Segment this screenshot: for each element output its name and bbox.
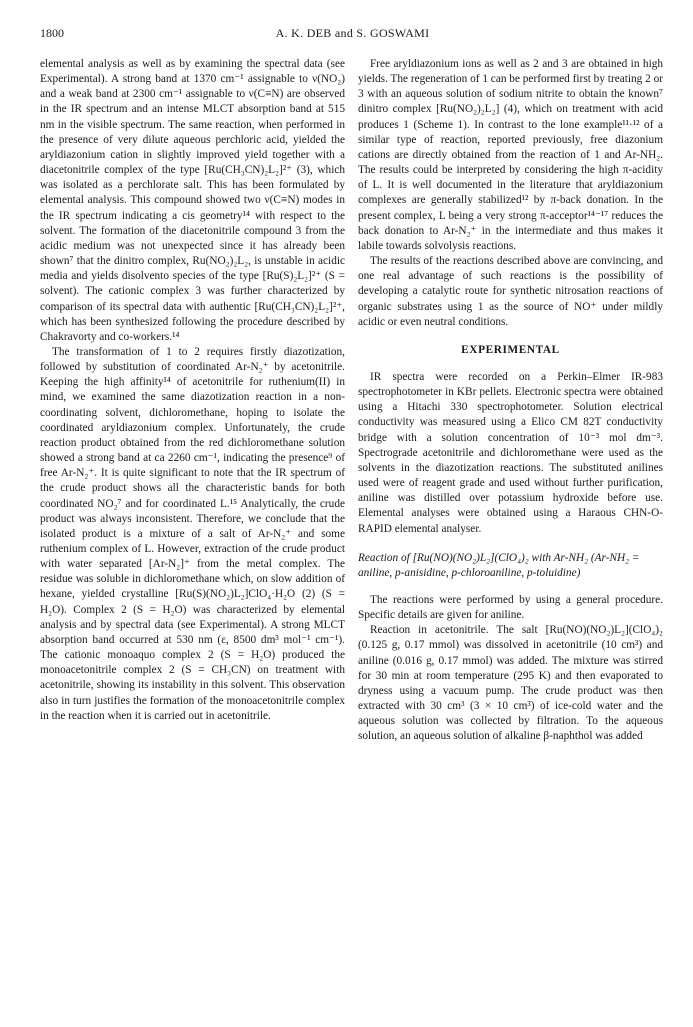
body-paragraph: elemental analysis as well as by examining the spectral data (see Experimental). A strong band at 1370 cm⁻¹ assignable to ν(NO₂) and a weak band at 2300 cm⁻¹ assignable to ν(C≡N) are observed in the IR spectrum and an intense MLCT absorption band at 515 nm in the visible spectrum. The same reaction, when performed in the presence of very dilute aqueous perchloric acid, yielded the aryldiazonium cation in slightly improved yield together with a diacetonitrile complex of the type [Ru(CH₃CN)₂L₂]²⁺ (3), which was isolated as a perchlorate salt. This has been formulated by elemental analysis. This compound showed two ν(C≡N) modes in the IR spectrum indicating a cis geometry¹⁴ with respect to the solvent. The formation of the diacetonitrile compound 3 from the acidic medium was not unexpected since it has already been shown⁷ that the dinitro complex, Ru(NO₂)₂L₂, is unstable in acidic media and yields disolvento species of the type [Ru(S)₂L₂]²⁺ (S = solvent). The cationic complex 3 was further characterized by comparison of its spectral data with authentic [Ru(CH₃CN)₂L₂]²⁺, which has been synthesized following the procedure described by Chakravorty and co-workers.¹⁴ xyxy=(40,58,345,343)
body-paragraph: The transformation of 1 to 2 requires firstly diazotization, followed by substitution of coordinated Ar-N₂⁺ by acetonitrile. Keeping the high affinity¹⁴ of acetonitrile for ruthenium(II) in mind, we examined the same diazotization reaction in a non-coordinating solvent, dichloromethane, hoping to isolate the coordinated aryldiazonium complex. Unfortunately, the crude reaction product obtained from the red dichloromethane solution showed a strong band at ca 2260 cm⁻¹, indicating the presence⁹ of free Ar-N₂⁺. It is quite significant to note that the IR spectrum of the crude product shows all the characteristic bands for both coordinated NO₂⁷ and for coordinated L.¹⁵ Analytically, the crude product was always inconsistent. Therefore, we conclude that the isolated product is a mixture of a salt of Ar-N₂⁺ and some ruthenium complex of L. However, extraction of the crude product with water separated [Ar-N₂]⁺ from the metal complex. The residue was soluble in dichloromethane which, on slow addition of hexane, yielded crystalline [Ru(S)(NO₂)L₂]ClO₄·H₂O (2) (S = H₂O). Complex 2 (S = H₂O) was characterized by elemental analysis and by spectral data (see Experimental). A strong MLCT absorption band occurred at 530 nm (ε, 8500 dm³ mol⁻¹ cm⁻¹). The cationic monoaquo complex 2 (S = H₂O) produced the monoacetonitrile complex 2 (S = CH₃CN) on treatment with acetonitrile, showing its instability in this solvent. This observation also in turn justifies the formation of the monoacetonitrile complex in the reaction when it is carried out in acetonitrile. xyxy=(40,345,345,722)
running-head-authors: A. K. DEB and S. GOSWAMI xyxy=(275,26,430,40)
right-column xyxy=(358,57,663,745)
left-column xyxy=(40,57,345,724)
experimental-paragraph: IR spectra were recorded on a Perkin–Elmer IR-983 spectrophotometer in KBr pellets. Electronic spectra were obtained using a Hitachi 330 spectrophotometer. Solution electrical conductivity was measured using a Elico CM 82T conductivity bridge with a solution concentration of 10⁻³ mol dm⁻³. Spectrograde acetonitrile and dichloromethane were used as the solvents in the diazotization reactions. The substituted anilines used were of reagent grade and used without further purification, aniline was distilled over potassium hydroxide before use. Elemental analyses were obtained using a Haraous CHN-O-RAPID elemental analyser. xyxy=(358,370,663,535)
body-paragraph: Free aryldiazonium ions as well as 2 and 3 are obtained in high yields. The regeneration of 1 can be performed first by treating 2 or 3 with an aqueous solution of sodium nitrite to obtain the known⁷ dinitro complex [Ru(NO₂)₂L₂] (4), which on treatment with acid produces 1 (Scheme 1). In contrast to the lone example¹¹·¹² of a similar type of reaction, reported previously, free diazonium cations are directly obtained from the reaction of 1 and Ar-NH₂. The results could be interpreted by considering the high π-acidity of L. It is well documented in the literature that aryldiazonium complexes are generally stabilized¹² by π-back donation. In the present complex, L being a very strong π-acceptor¹⁴⁻¹⁷ reduces the back donation to Ar-N₂⁺ in the intermediate and thus makes it labile towards solvolysis reactions. xyxy=(358,58,664,252)
body-paragraph: The results of the reactions described above are convincing, and one real advantage of such reactions is the possibility of developing a catalytic route for synthetic nitrosation reactions of organic substrates using 1 as the source of NO⁺ under mildly acidic or even neutral conditions. xyxy=(358,255,663,328)
procedure-paragraph: The reactions were performed by using a general procedure. Specific details are given for aniline. xyxy=(358,594,663,622)
section-heading: EXPERIMENTAL xyxy=(461,343,560,356)
subsection-heading: Reaction of [Ru(NO)(NO₂)L₂](ClO₄)₂ with Ar-NH₂ (Ar-NH₂ = aniline, p-anisidine, p-chloroaniline, p-toluidine) xyxy=(358,551,640,579)
procedure-paragraph: Reaction in acetonitrile. The salt [Ru(NO)(NO₂)L₂](ClO₄)₂ (0.125 g, 0.17 mmol) was dissolved in acetonitrile (10 cm³) and aniline (0.016 g, 0.17 mmol) was added. The mixture was stirred for 30 min at room temperature (295 K) and then evaporated to dryness using a vacuum pump. The crude product was then extracted with 30 cm³ (3 × 10 cm³) of ice-cold water and the aqueous solution was collected by filtration. To the aqueous solution, an aqueous solution of alkaline β-naphthol was added xyxy=(358,624,663,743)
page-number: 1800 xyxy=(40,26,64,40)
